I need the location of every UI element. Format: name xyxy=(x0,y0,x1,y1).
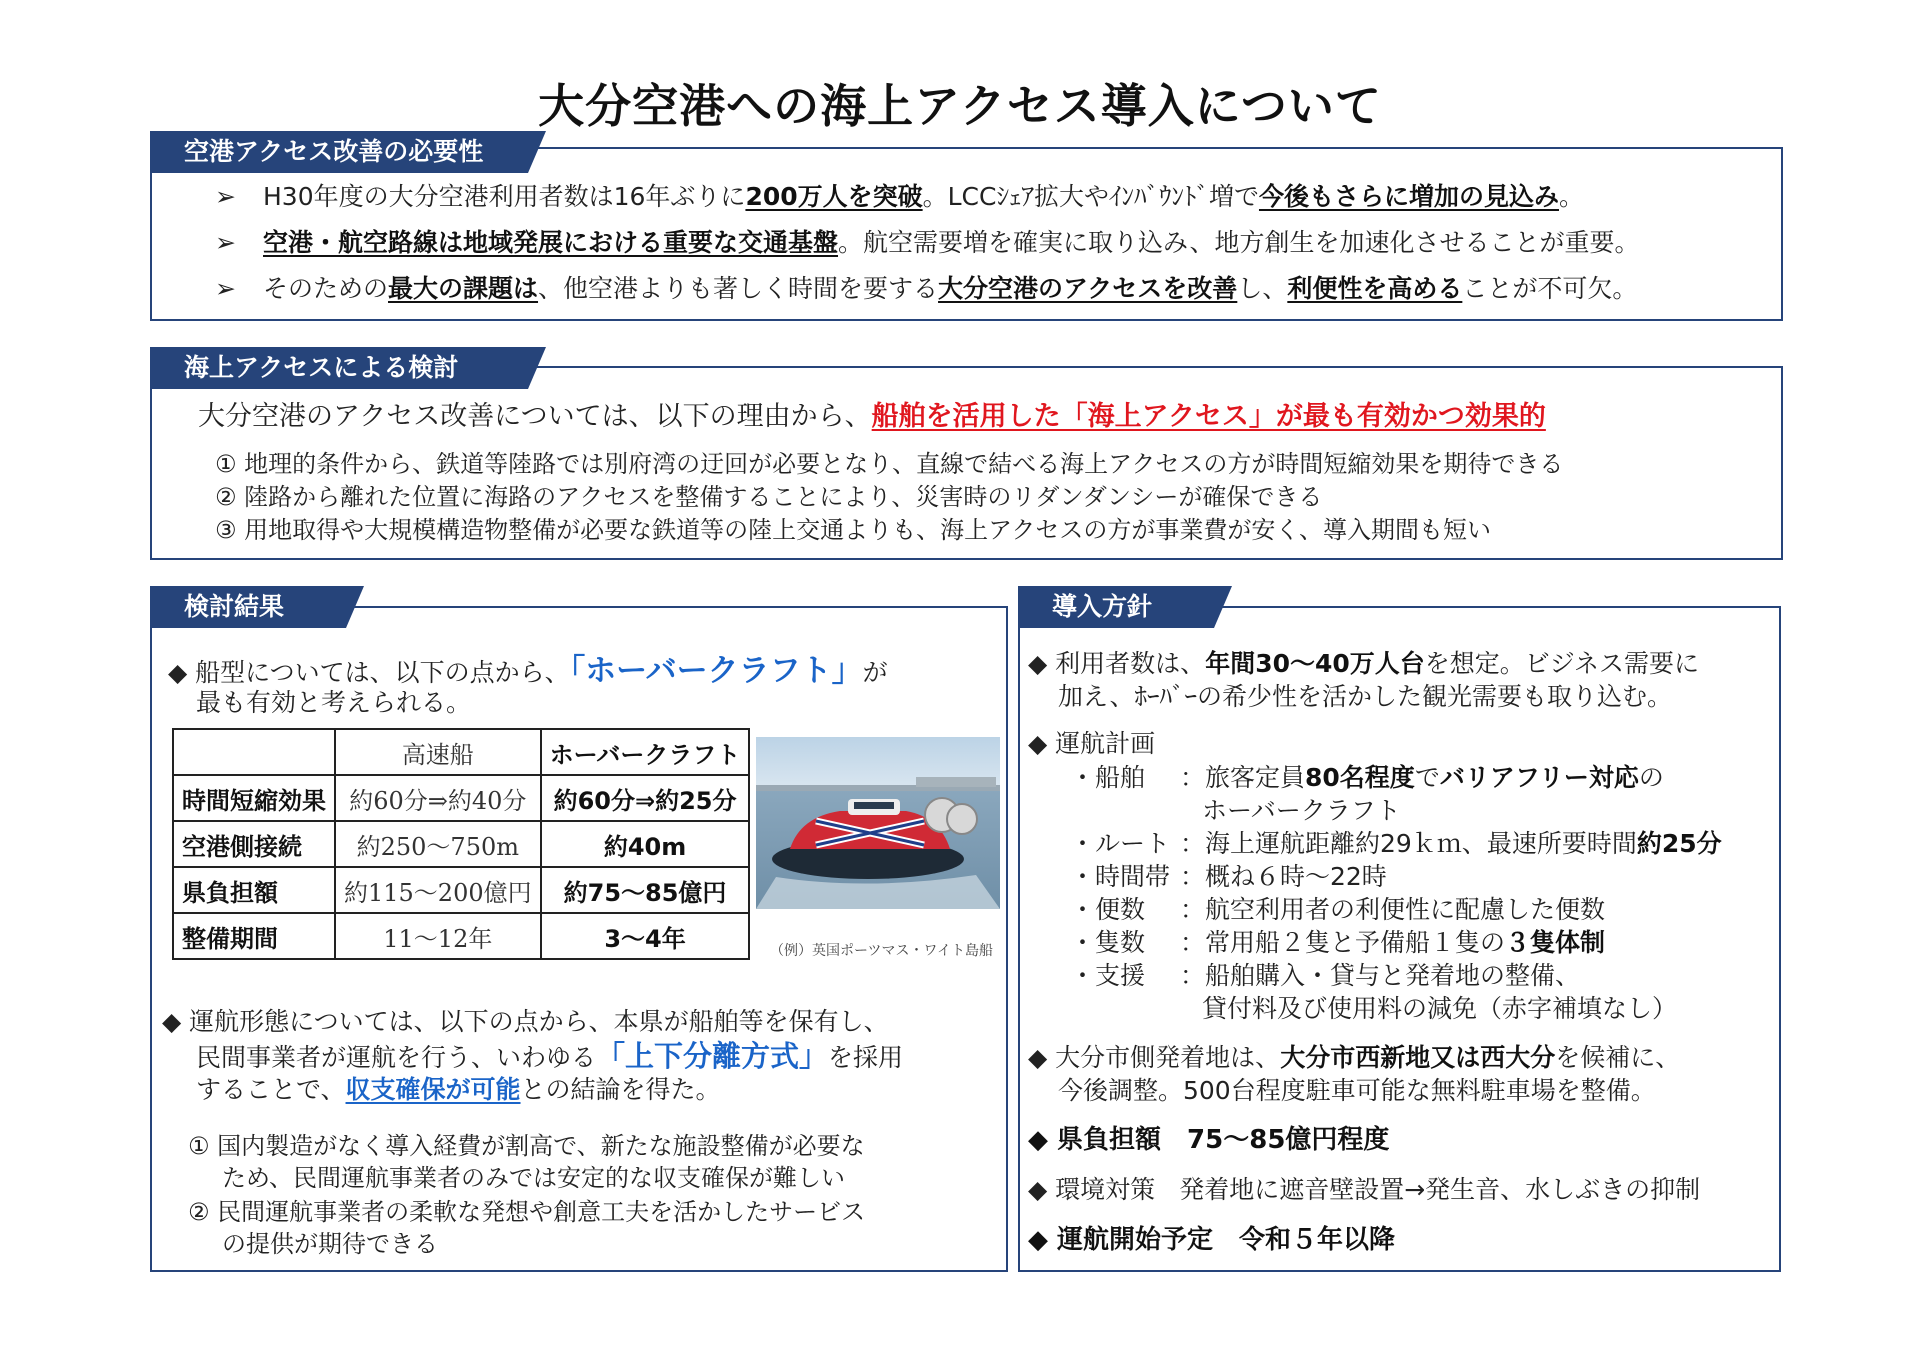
table-header-blank xyxy=(173,729,335,775)
plan-support: ・支援 ：船舶購入・貸与と発着地の整備、 xyxy=(1070,961,1581,990)
result-operation-form-2: 民間事業者が運航を行う、いわゆる「上下分離方式」を採用 xyxy=(196,1039,904,1073)
section-study-result-tab: 検討結果 xyxy=(150,586,346,628)
section-access-need-tab: 空港アクセス改善の必要性 xyxy=(150,131,528,173)
policy-plan-heading: ◆ 運航計画 xyxy=(1028,729,1156,758)
result-operation-form-3: することで、収支確保が可能との結論を得た。 xyxy=(196,1075,721,1104)
need-line-2: ➢ 空港・航空路線は地域発展における重要な交通基盤。航空需要増を確実に取り込み、地方創生を加速化させることが重要。 xyxy=(215,228,1640,257)
study-reason-1: ① 地理的条件から、鉄道等陸路では別府湾の迂回が必要となり、直線で結べる海上アクセスの方が時間短縮効果を期待できる xyxy=(215,450,1564,478)
policy-users-cont: 加え、ﾎｰﾊﾞｰの希少性を活かした観光需要も取り込む。 xyxy=(1058,682,1673,711)
result-hull-type: ◆ 船型については、以下の点から、「ホーバークラフト」が xyxy=(168,653,888,689)
plan-support-cont: 貸付料及び使用料の減免（赤字補填なし） xyxy=(1202,994,1678,1023)
plan-route: ・ルート ：海上運航距離約29ｋｍ、最速所要時間約25分 xyxy=(1070,829,1722,858)
policy-oita-site-cont: 今後調整。500台程度駐車可能な無料駐車場を整備。 xyxy=(1058,1076,1656,1105)
bullet-arrow-icon: ➢ xyxy=(215,182,236,211)
result-reason-2: ② 民間運航事業者の柔軟な発想や創意工夫を活かしたサービス xyxy=(188,1198,866,1226)
need-line-3: ➢ そのための最大の課題は、他空港よりも著しく時間を要する大分空港のアクセスを改善し、利便性を高めることが不可欠。 xyxy=(215,274,1638,303)
bullet-arrow-icon: ➢ xyxy=(215,228,236,257)
table-row: 県負担額 約115～200億円 約75～85億円 xyxy=(173,867,749,913)
plan-ship-cont: ホーバークラフト xyxy=(1202,796,1401,825)
photo-caption: （例）英国ポーツマス・ワイト島船 xyxy=(770,943,994,959)
policy-users: ◆ 利用者数は、年間30～40万人台を想定。ビジネス需要に xyxy=(1028,649,1700,678)
page-title: 大分空港への海上アクセス導入について xyxy=(538,79,1382,133)
policy-oita-site: ◆ 大分市側発着地は、大分市西新地又は西大分を候補に、 xyxy=(1028,1043,1681,1072)
plan-fleet: ・隻数 ：常用船２隻と予備船１隻の３隻体制 xyxy=(1070,928,1606,957)
hovercraft-illustration-icon xyxy=(756,737,1000,909)
need-line-1: ➢ H30年度の大分空港利用者数は16年ぶりに200万人を突破。LCCｼｪｱ拡大やｲﾝﾊﾞｳﾝﾄﾞ増で今後もさらに増加の見込み。 xyxy=(215,182,1584,211)
plan-ship: ・船舶 ：旅客定員80名程度でバリアフリー対応の xyxy=(1070,763,1664,792)
plan-frequency: ・便数 ：航空利用者の利便性に配慮した便数 xyxy=(1070,895,1606,924)
plan-time: ・時間帯 ：概ね６時～22時 xyxy=(1070,862,1387,891)
result-reason-1: ① 国内製造がなく導入経費が割高で、新たな施設整備が必要な xyxy=(188,1132,865,1160)
study-reason-3: ③ 用地取得や大規模構造物整備が必要な鉄道等の陸上交通よりも、海上アクセスの方が事業費が安く、導入期間も短い xyxy=(215,516,1491,544)
study-reason-2: ② 陸路から離れた位置に海路のアクセスを整備することにより、災害時のリダンダンシーが確保できる xyxy=(215,483,1323,511)
study-intro: 大分空港のアクセス改善については、以下の理由から、船舶を活用した「海上アクセス」が最も有効かつ効果的 xyxy=(198,401,1546,432)
result-operation-form: ◆ 運航形態については、以下の点から、本県が船舶等を保有し、 xyxy=(162,1007,889,1036)
table-row: 空港側接続 約250～750m 約40m xyxy=(173,821,749,867)
comparison-table xyxy=(172,728,750,960)
section-sea-access-study-tab: 海上アクセスによる検討 xyxy=(150,347,528,389)
result-hull-type-cont: 最も有効と考えられる。 xyxy=(196,688,472,717)
policy-start: ◆ 運航開始予定 令和５年以降 xyxy=(1028,1225,1396,1255)
section-policy-tab: 導入方針 xyxy=(1018,586,1214,628)
table-header-hovercraft: ホーバークラフト xyxy=(541,729,750,775)
policy-burden: ◆ 県負担額 75～85億円程度 xyxy=(1028,1125,1390,1155)
bullet-arrow-icon: ➢ xyxy=(215,274,236,303)
table-row: 時間短縮効果 約60分⇒約40分 約60分⇒約25分 xyxy=(173,775,749,821)
result-reason-2-cont: の提供が期待できる xyxy=(222,1230,438,1258)
table-header-row xyxy=(173,729,749,775)
policy-environment: ◆ 環境対策 発着地に遮音壁設置→発生音、水しぶきの抑制 xyxy=(1028,1175,1701,1204)
hovercraft-photo xyxy=(756,737,1000,909)
table-header-highspeed: 高速船 xyxy=(335,729,541,775)
table-row: 整備期間 11～12年 3～4年 xyxy=(173,913,749,959)
result-reason-1-cont: ため、民間運航事業者のみでは安定的な収支確保が難しい xyxy=(222,1164,846,1192)
